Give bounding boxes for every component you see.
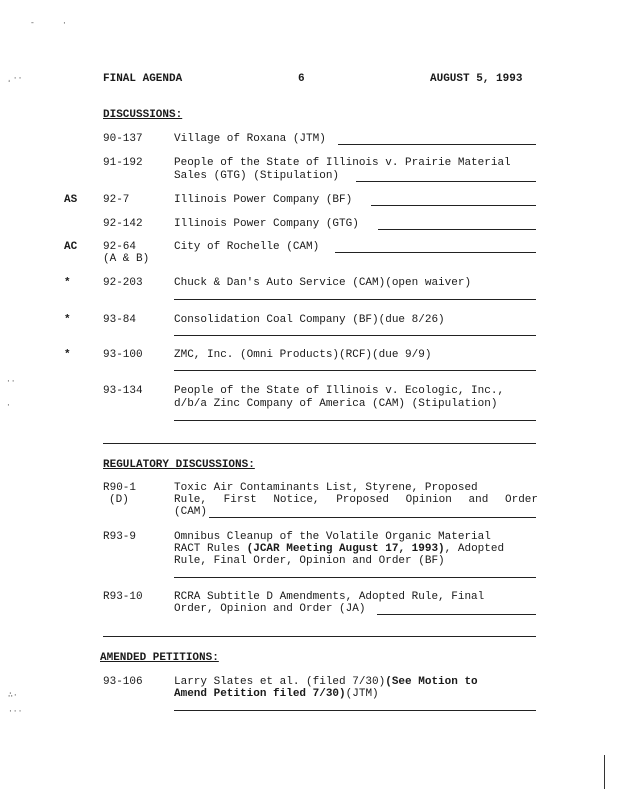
- item-description: Illinois Power Company (BF): [174, 194, 353, 206]
- docket-number: 93-106: [103, 676, 143, 688]
- section-divider: [103, 443, 536, 444]
- item-description-cont: (CAM): [174, 506, 208, 518]
- item-mark: AS: [64, 194, 78, 206]
- header-page-number: 6: [298, 73, 305, 85]
- item-description: RCRA Subtitle D Amendments, Adopted Rule, Final: [174, 591, 485, 603]
- item-description: Omnibus Cleanup of the Volatile Organic Material: [174, 531, 491, 543]
- item-text: , Adopted: [444, 543, 505, 555]
- item-description-cont: d/b/a Zinc Company of America (CAM) (Stipulation): [174, 398, 498, 410]
- item-description: Toxic Air Contaminants List, Styrene, Proposed: [174, 482, 478, 494]
- item-description-cont: Sales (GTG) (Stipulation): [174, 170, 340, 182]
- amended-heading: AMENDED PETITIONS:: [100, 652, 219, 664]
- item-description-cont: Order, Opinion and Order (JA): [174, 603, 366, 615]
- docket-number: 93-100: [103, 349, 143, 361]
- signature-line: [338, 144, 536, 145]
- scan-artifact: -: [30, 19, 35, 28]
- item-description: Consolidation Coal Company (BF)(due 8/26): [174, 314, 445, 326]
- item-text: RACT Rules: [174, 543, 247, 555]
- signature-line: [356, 181, 536, 182]
- docket-sub-number: (A & B): [103, 253, 150, 265]
- signature-line: [174, 299, 536, 300]
- item-description: [174, 676, 478, 689]
- docket-number: R90-1: [103, 482, 137, 494]
- docket-number: 90-137: [103, 133, 143, 145]
- regulatory-heading: REGULATORY DISCUSSIONS:: [103, 459, 255, 471]
- scan-artifact: ··∙: [8, 707, 23, 716]
- docket-number: R93-9: [103, 531, 137, 543]
- docket-number: 92-7: [103, 194, 130, 206]
- docket-number: 92-64: [103, 241, 137, 253]
- docket-number: R93-10: [103, 591, 143, 603]
- docket-number: 91-192: [103, 157, 143, 169]
- item-description-cont: [174, 494, 538, 507]
- header-title: FINAL AGENDA: [103, 73, 183, 85]
- signature-line: [209, 517, 536, 518]
- scan-artifact: ··: [6, 377, 16, 386]
- signature-line: [378, 229, 536, 230]
- signature-line: [335, 252, 536, 253]
- scan-artifact: ∴·: [8, 691, 18, 700]
- signature-line: [377, 614, 536, 615]
- item-mark: *: [64, 314, 71, 326]
- scan-artifact: ·: [6, 401, 11, 410]
- docket-number: 93-84: [103, 314, 137, 326]
- signature-line: [174, 710, 536, 711]
- item-description: Illinois Power Company (GTG): [174, 218, 359, 230]
- signature-line: [174, 335, 536, 336]
- scan-edge-line: [604, 755, 605, 789]
- section-divider: [103, 636, 536, 637]
- item-description: People of the State of Illinois v. Ecologic, Inc.,: [174, 385, 505, 397]
- item-mark: *: [64, 277, 71, 289]
- scan-artifact: ·: [62, 19, 67, 28]
- discussions-heading: DISCUSSIONS:: [103, 109, 183, 121]
- item-description: ZMC, Inc. (Omni Products)(RCF)(due 9/9): [174, 349, 432, 361]
- item-text-bold: (JCAR Meeting August 17, 1993): [246, 543, 445, 555]
- signature-line: [174, 577, 536, 578]
- item-text: (JTM): [345, 688, 379, 700]
- signature-line: [174, 420, 536, 421]
- item-mark: *: [64, 349, 71, 361]
- docket-number: 93-134: [103, 385, 143, 397]
- item-text-bold: (See Motion to: [385, 676, 478, 688]
- docket-number: 92-203: [103, 277, 143, 289]
- header-date: AUGUST 5, 1993: [430, 73, 523, 85]
- item-mark: AC: [64, 241, 78, 253]
- scan-artifact: ¸··: [8, 74, 23, 83]
- item-text-bold: Amend Petition filed 7/30): [174, 688, 346, 700]
- docket-number: 92-142: [103, 218, 143, 230]
- docket-sub-number: (D): [109, 494, 129, 506]
- item-description: City of Rochelle (CAM): [174, 241, 320, 253]
- item-text: Larry Slates et al. (filed 7/30): [174, 676, 386, 688]
- item-description-cont: [174, 543, 504, 556]
- item-text: Rule, First Notice, Proposed Opinion and Order: [174, 494, 538, 506]
- item-description: Chuck & Dan's Auto Service (CAM)(open waiver): [174, 277, 472, 289]
- signature-line: [371, 205, 536, 206]
- item-description: Village of Roxana (JTM): [174, 133, 326, 145]
- signature-line: [174, 370, 536, 371]
- item-description: People of the State of Illinois v. Prairie Material: [174, 157, 511, 169]
- item-description-cont: Rule, Final Order, Opinion and Order (BF): [174, 555, 445, 567]
- item-description-cont: [174, 688, 379, 701]
